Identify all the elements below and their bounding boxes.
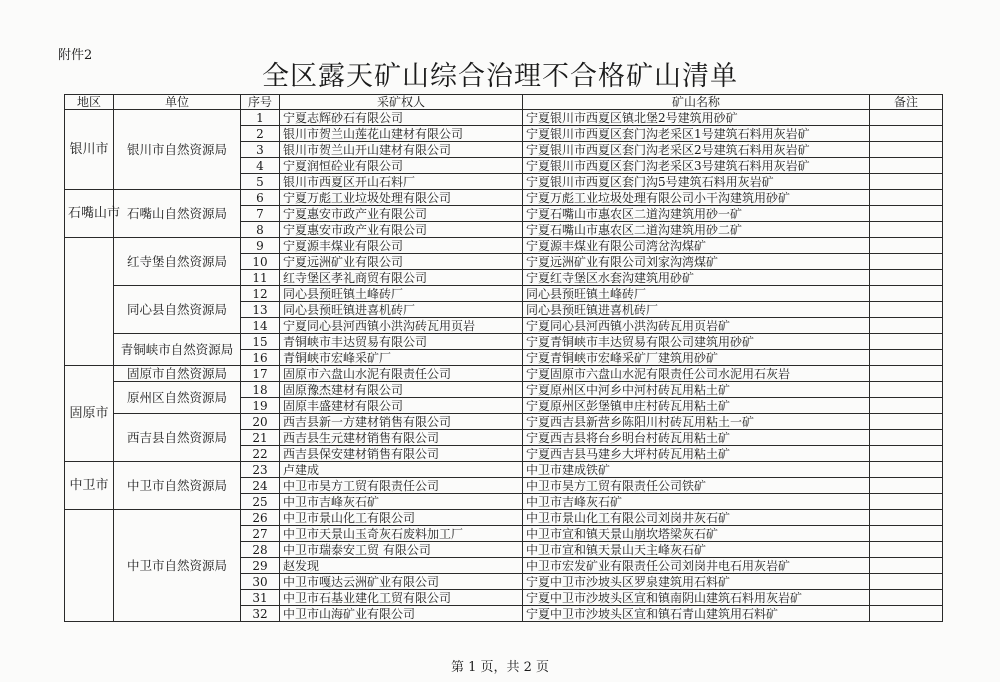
region-cell — [65, 510, 114, 622]
mine-name-cell: 宁夏西吉县新营乡陈阳川村砖瓦用粘土一矿 — [523, 414, 870, 430]
unit-cell: 原州区自然资源局 — [114, 382, 241, 414]
mine-name-cell: 中卫市宣和镇天景山天主峰灰石矿 — [523, 542, 870, 558]
mine-name-cell: 宁夏远洲矿业有限公司刘家沟湾煤矿 — [523, 254, 870, 270]
mine-name-cell: 中卫市建成铁矿 — [523, 462, 870, 478]
holder-cell: 西吉县保安建材销售有限公司 — [280, 446, 523, 462]
note-cell — [870, 382, 943, 398]
mine-name-cell: 同心县预旺镇进喜机砖厂 — [523, 302, 870, 318]
mine-name-cell: 宁夏原州区彭堡镇申庄村砖瓦用粘土矿 — [523, 398, 870, 414]
mine-name-cell: 宁夏西吉县将台乡明台村砖瓦用粘土矿 — [523, 430, 870, 446]
holder-cell: 西吉县新一方建材销售有限公司 — [280, 414, 523, 430]
region-cell: 固原市 — [65, 366, 114, 462]
note-cell — [870, 286, 943, 302]
unit-cell: 同心县自然资源局 — [114, 286, 241, 334]
mine-name-cell: 宁夏中卫市沙坡头区宣和镇南阴山建筑石料用灰岩矿 — [523, 590, 870, 606]
unit-cell: 石嘴山自然资源局 — [114, 190, 241, 238]
unit-cell: 固原市自然资源局 — [114, 366, 241, 382]
seq-cell: 12 — [241, 286, 280, 302]
mine-name-cell: 中卫市宣和镇天景山崩坎塔梁灰石矿 — [523, 526, 870, 542]
note-cell — [870, 462, 943, 478]
holder-cell: 宁夏惠安市政产业有限公司 — [280, 222, 523, 238]
seq-cell: 19 — [241, 398, 280, 414]
mine-name-cell: 宁夏银川市西夏区套门沟5号建筑石料用灰岩矿 — [523, 174, 870, 190]
mine-name-cell: 宁夏固原市六盘山水泥有限责任公司水泥用石灰岩 — [523, 366, 870, 382]
holder-cell: 中卫市天景山玉奇灰石废料加工厂 — [280, 526, 523, 542]
header-seq: 序号 — [241, 95, 280, 110]
header-mine: 矿山名称 — [523, 95, 870, 110]
holder-cell: 中卫市吉峰灰石矿 — [280, 494, 523, 510]
region-cell — [65, 238, 114, 366]
seq-cell: 21 — [241, 430, 280, 446]
holder-cell: 宁夏志辉砂石有限公司 — [280, 110, 523, 126]
note-cell — [870, 526, 943, 542]
holder-cell: 青铜峡市丰达贸易有限公司 — [280, 334, 523, 350]
mine-name-cell: 宁夏源丰煤业有限公司湾岔沟煤矿 — [523, 238, 870, 254]
note-cell — [870, 142, 943, 158]
mine-name-cell: 宁夏红寺堡区水套沟建筑用砂矿 — [523, 270, 870, 286]
table-body — [65, 110, 943, 622]
mine-name-cell: 中卫市宏发矿业有限责任公司刘岗井电石用灰岩矿 — [523, 558, 870, 574]
holder-cell: 同心县预旺镇进喜机砖厂 — [280, 302, 523, 318]
note-cell — [870, 414, 943, 430]
note-cell — [870, 398, 943, 414]
unit-cell: 青铜峡市自然资源局 — [114, 334, 241, 366]
table-row — [65, 414, 943, 430]
holder-cell: 固原丰盛建材有限公司 — [280, 398, 523, 414]
note-cell — [870, 494, 943, 510]
mine-name-cell: 宁夏原州区中河乡中河村砖瓦用粘土矿 — [523, 382, 870, 398]
holder-cell: 中卫市嘎达云洲矿业有限公司 — [280, 574, 523, 590]
note-cell — [870, 110, 943, 126]
seq-cell: 13 — [241, 302, 280, 318]
seq-cell: 5 — [241, 174, 280, 190]
table-row — [65, 510, 943, 526]
holder-cell: 红寺堡区孝礼商贸有限公司 — [280, 270, 523, 286]
note-cell — [870, 222, 943, 238]
seq-cell: 25 — [241, 494, 280, 510]
seq-cell: 15 — [241, 334, 280, 350]
note-cell — [870, 478, 943, 494]
table-header-row — [65, 95, 943, 110]
note-cell — [870, 606, 943, 622]
seq-cell: 7 — [241, 206, 280, 222]
seq-cell: 20 — [241, 414, 280, 430]
seq-cell: 18 — [241, 382, 280, 398]
note-cell — [870, 334, 943, 350]
note-cell — [870, 190, 943, 206]
unit-cell: 中卫市自然资源局 — [114, 510, 241, 622]
note-cell — [870, 174, 943, 190]
mine-name-cell: 中卫市昊方工贸有限责任公司铁矿 — [523, 478, 870, 494]
table-row — [65, 110, 943, 126]
holder-cell: 中卫市景山化工有限公司 — [280, 510, 523, 526]
unit-cell: 银川市自然资源局 — [114, 110, 241, 190]
holder-cell: 中卫市石基业建化工贸有限公司 — [280, 590, 523, 606]
seq-cell: 22 — [241, 446, 280, 462]
mine-name-cell: 宁夏同心县河西镇小洪沟砖瓦用页岩矿 — [523, 318, 870, 334]
holder-cell: 中卫市昊方工贸有限责任公司 — [280, 478, 523, 494]
note-cell — [870, 158, 943, 174]
holder-cell: 西吉县生元建材销售有限公司 — [280, 430, 523, 446]
mine-name-cell: 宁夏西吉县马建乡大坪村砖瓦用粘土矿 — [523, 446, 870, 462]
holder-cell: 中卫市山海矿业有限公司 — [280, 606, 523, 622]
table-row — [65, 190, 943, 206]
header-note: 备注 — [870, 95, 943, 110]
holder-cell: 卢建成 — [280, 462, 523, 478]
holder-cell: 固原市六盘山水泥有限责任公司 — [280, 366, 523, 382]
seq-cell: 1 — [241, 110, 280, 126]
holder-cell: 宁夏万彪工业垃圾处理有限公司 — [280, 190, 523, 206]
seq-cell: 31 — [241, 590, 280, 606]
seq-cell: 17 — [241, 366, 280, 382]
note-cell — [870, 206, 943, 222]
region-cell: 中卫市 — [65, 462, 114, 510]
mine-list-table — [64, 94, 943, 622]
note-cell — [870, 542, 943, 558]
holder-cell: 宁夏同心县河西镇小洪沟砖瓦用页岩 — [280, 318, 523, 334]
mine-name-cell: 中卫市景山化工有限公司刘岗井灰石矿 — [523, 510, 870, 526]
holder-cell: 宁夏润恒砼业有限公司 — [280, 158, 523, 174]
seq-cell: 28 — [241, 542, 280, 558]
header-unit: 单位 — [114, 95, 241, 110]
table-row — [65, 286, 943, 302]
holder-cell: 固原豫杰建材有限公司 — [280, 382, 523, 398]
note-cell — [870, 270, 943, 286]
mine-name-cell: 宁夏中卫市沙坡头区宣和镇石青山建筑用石料矿 — [523, 606, 870, 622]
seq-cell: 16 — [241, 350, 280, 366]
page-footer: 第 1 页，共 2 页 — [450, 660, 550, 675]
holder-cell: 宁夏远洲矿业有限公司 — [280, 254, 523, 270]
mine-name-cell: 宁夏中卫市沙坡头区罗泉建筑用石料矿 — [523, 574, 870, 590]
table-row — [65, 238, 943, 254]
seq-cell: 24 — [241, 478, 280, 494]
region-cell: 石嘴山市 — [65, 190, 114, 238]
region-cell: 银川市 — [65, 110, 114, 190]
note-cell — [870, 318, 943, 334]
unit-cell: 红寺堡自然资源局 — [114, 238, 241, 286]
mine-name-cell: 宁夏石嘴山市惠农区二道沟建筑用砂一矿 — [523, 206, 870, 222]
seq-cell: 8 — [241, 222, 280, 238]
holder-cell: 银川市西夏区开山石料厂 — [280, 174, 523, 190]
holder-cell: 中卫市瑞泰安工贸 有限公司 — [280, 542, 523, 558]
note-cell — [870, 430, 943, 446]
note-cell — [870, 558, 943, 574]
mine-name-cell: 宁夏银川市西夏区套门沟老采区2号建筑石料用灰岩矿 — [523, 142, 870, 158]
seq-cell: 3 — [241, 142, 280, 158]
mine-name-cell: 宁夏银川市西夏区镇北堡2号建筑用砂矿 — [523, 110, 870, 126]
mine-name-cell: 中卫市吉峰灰石矿 — [523, 494, 870, 510]
note-cell — [870, 350, 943, 366]
table-row — [65, 334, 943, 350]
header-holder: 采矿权人 — [280, 95, 523, 110]
seq-cell: 14 — [241, 318, 280, 334]
mine-name-cell: 宁夏万彪工业垃圾处理有限公司小干沟建筑用砂矿 — [523, 190, 870, 206]
unit-cell: 西吉县自然资源局 — [114, 414, 241, 462]
seq-cell: 27 — [241, 526, 280, 542]
holder-cell: 银川市贺兰山开山建材有限公司 — [280, 142, 523, 158]
seq-cell: 23 — [241, 462, 280, 478]
document-title: 全区露天矿山综合治理不合格矿山清单 — [262, 61, 738, 92]
table-row — [65, 366, 943, 382]
mine-name-cell: 宁夏青铜峡市宏峰采矿厂建筑用砂矿 — [523, 350, 870, 366]
note-cell — [870, 302, 943, 318]
unit-cell: 中卫市自然资源局 — [114, 462, 241, 510]
seq-cell: 32 — [241, 606, 280, 622]
holder-cell: 青铜峡市宏峰采矿厂 — [280, 350, 523, 366]
holder-cell: 银川市贺兰山莲花山建材有限公司 — [280, 126, 523, 142]
seq-cell: 4 — [241, 158, 280, 174]
note-cell — [870, 590, 943, 606]
mine-name-cell: 宁夏青铜峡市丰达贸易有限公司建筑用砂矿 — [523, 334, 870, 350]
attachment-label: 附件2 — [58, 48, 93, 63]
holder-cell: 赵发现 — [280, 558, 523, 574]
seq-cell: 11 — [241, 270, 280, 286]
mine-name-cell: 宁夏石嘴山市惠农区二道沟建筑用砂二矿 — [523, 222, 870, 238]
note-cell — [870, 366, 943, 382]
holder-cell: 宁夏源丰煤业有限公司 — [280, 238, 523, 254]
note-cell — [870, 446, 943, 462]
mine-name-cell: 同心县预旺镇土峰砖厂 — [523, 286, 870, 302]
mine-name-cell: 宁夏银川市西夏区套门沟老采区1号建筑石料用灰岩矿 — [523, 126, 870, 142]
mine-name-cell: 宁夏银川市西夏区套门沟老采区3号建筑石料用灰岩矿 — [523, 158, 870, 174]
note-cell — [870, 574, 943, 590]
seq-cell: 30 — [241, 574, 280, 590]
seq-cell: 9 — [241, 238, 280, 254]
holder-cell: 同心县预旺镇土峰砖厂 — [280, 286, 523, 302]
seq-cell: 6 — [241, 190, 280, 206]
seq-cell: 26 — [241, 510, 280, 526]
table-row — [65, 382, 943, 398]
table-row — [65, 462, 943, 478]
seq-cell: 10 — [241, 254, 280, 270]
holder-cell: 宁夏惠安市政产业有限公司 — [280, 206, 523, 222]
note-cell — [870, 510, 943, 526]
seq-cell: 29 — [241, 558, 280, 574]
note-cell — [870, 238, 943, 254]
note-cell — [870, 254, 943, 270]
header-region: 地区 — [65, 95, 114, 110]
seq-cell: 2 — [241, 126, 280, 142]
note-cell — [870, 126, 943, 142]
